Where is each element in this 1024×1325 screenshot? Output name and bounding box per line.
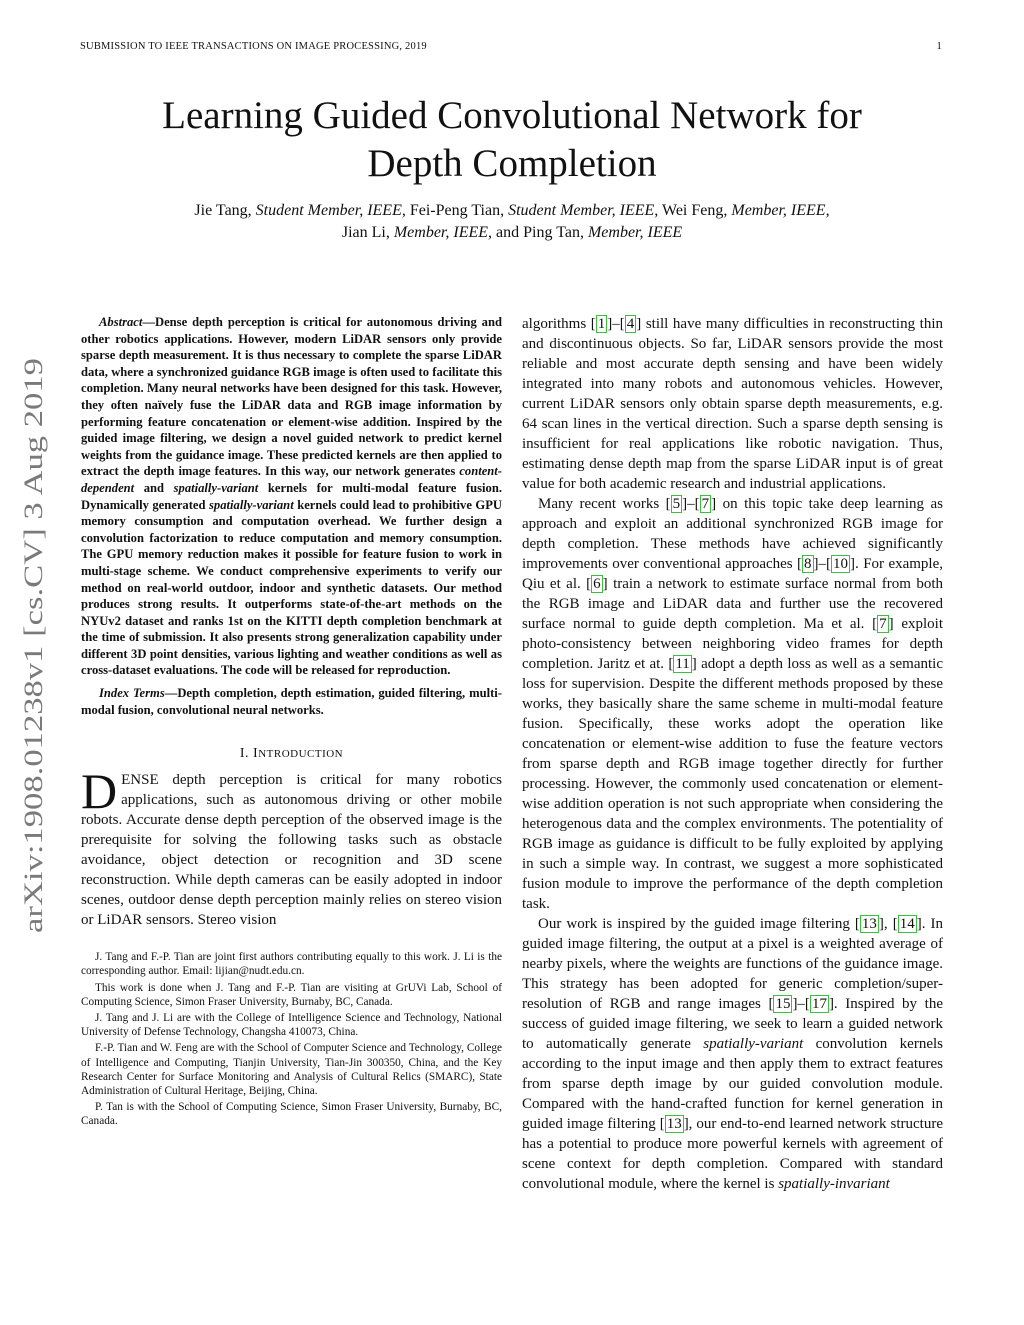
- right-column: [522, 314, 943, 1194]
- title-line-1: Learning Guided Convolutional Network for: [162, 94, 862, 137]
- abstract-label: Abstract: [99, 315, 143, 329]
- journal-header: SUBMISSION TO IEEE TRANSACTIONS ON IMAGE PROCESSING, 2019: [80, 41, 427, 52]
- dropcap-letter: D: [81, 763, 118, 820]
- body-paragraph-2: Many recent works [ 5 ]–[ 7 ] on this topic take deep learning as approach and exploit an additional synchronized RGB image for depth completion. These methods have achieved significantly improvements over conventional approaches [ 8 ]–[ 10 ]. For example, Qiu et al. [ 6 ] train a network to estimate surface normal from both the RGB image and LiDAR data and further use the recovered surface normal to guide depth completion. Ma et al. [ 7 ] exploit photo-consistency between neighboring video frames for depth completion. Jaritz et at. [ 11 ] adopt a depth loss as well as a semantic loss for supervision. Despite the different methods proposed by these works, they basically share the same scheme in multi-modal feature fusion. Specifically, these works adopt the operation like concatenation or element-wise addition to fuse the feature vectors from sparse depth and RGB image together directly for further processing. However, the commonly used concatenation or element-wise addition operation is not such appropriate when considering the heterogenous data and the complex environments. The potentiality of RGB image as guidance is difficult to be fully exploited by applying in such a simple way. In contrast, we suggest a more sophisticated fusion module to improve the performance of the depth completion task.: [522, 496, 944, 912]
- index-terms: [81, 685, 502, 718]
- arxiv-stamp: [12, 355, 52, 935]
- footnote: F.-P. Tian and W. Feng are with the School of Computer Science and Technology, College of Intelligence and Computing, Tianjin University, Tian-Jin 300350, China, and the Key Research Center for Surface Monitoring and Analysis of Cultural Relics (SMARC), State Administration of Cultural Heritage, Beijing, China.: [81, 1042, 502, 1098]
- arxiv-identifier: arXiv:1908.01238v1 [cs.CV] 3 Aug 2019: [18, 492, 48, 933]
- footnote: J. Tang and J. Li are with the College of Intelligence Science and Technology, National University of Defense Technology, Changsha 410073, China.: [81, 1012, 502, 1039]
- authors-line-1: Jie Tang, Student Member, IEEE, Fei-Peng Tian, Student Member, IEEE, Wei Feng, Member, IEEE,: [194, 202, 830, 219]
- section-heading-introduction: [81, 746, 502, 762]
- body-paragraph-3: Our work is inspired by the guided image filtering [ 13 ], [ 14 ]. In guided image filtering, the output at a pixel is a weighted average of nearby pixels, where the weights are functions of the guidance image. This strategy has been adopted for generic completion/super-resolution of RGB and range images [ 15 ]–[ 17 ]. Inspired by the success of guided image filtering, we seek to learn a guided network to automatically generate spatially-variant convolution kernels according to the input image and then apply them to extract features from sparse depth image by our guided convolution module. Compared with the hand-crafted function for kernel generation in guided image filtering [ 13 ], our end-to-end learned network structure has a potential to produce more powerful kernels with agreement of scene context for depth completion. Compared with standard convolutional module, where the kernel is spatially-invariant: [522, 916, 943, 1192]
- abstract: [81, 314, 502, 679]
- abstract-text: —Dense depth perception is critical for autonomous driving and other robotics applications. However, modern LiDAR sensors only provide sparse depth measurement. It is thus necessary to complete the sparse LiDAR data, where a synchronized guidance RGB image is often used to facilitate this completion. Many neural networks have been designed for this task. However, they often naïvely fuse the LiDAR data and RGB image information by performing feature concatenation or element-wise addition. Inspired by the guided image filtering, we design a novel guided network to predict kernel weights from the guidance image. These predicted kernels are then applied to extract the depth image features. In this way, our network generates content-dependent and spatially-variant kernels for multi-modal feature fusion. Dynamically generated spatially-variant kernels could lead to prohibitive GPU memory consumption and computation overhead. We further design a convolution factorization to reduce computation and memory consumption. The GPU memory reduction makes it possible for feature fusion to work in multi-stage scheme. We conduct comprehensive experiments to verify our method on real-world outdoor, indoor and synthetic datasets. Our method produces strong results. It outperforms state-of-the-art methods on the NYUv2 dataset and ranks 1st on the KITTI depth completion benchmark at the time of submission. It also presents strong generalization capability under different 3D point densities, various lighting and weather conditions as well as cross-dataset evaluations. The code will be released for reproduction.: [81, 315, 502, 678]
- intro-paragraph: [81, 763, 502, 930]
- footnote: This work is done when J. Tang and F.-P. Tian are visiting at GrUVi Lab, School of Computing Science, Simon Fraser University, Burnaby, BC, Canada.: [81, 981, 502, 1008]
- author-list: [80, 200, 944, 244]
- body-paragraph-1: algorithms [ 1 ]–[ 4 ] still have many difficulties in reconstructing thin and discontinuous objects. So far, LiDAR sensors provide the most reliable and most accurate depth sensing and have been widely integrated into many robots and autonomous vehicles. However, current LiDAR sensors only obtain sparse depth measurements, e.g. 64 scan lines in the vertical direction. Such a sparse depth sensing is insufficient for real applications like robotic navigation. Thus, estimating dense depth map from the sparse LiDAR input is of great value for both academic research and industrial applications.: [522, 316, 943, 492]
- intro-text: ENSE depth perception is critical for many robotics applications, such as autonomous driving or other mobile robots. Accurate dense depth perception of the observed image is the prerequisite for solving the following tasks such as obstacle avoidance, object detection or recognition and 3D scene reconstruction. While depth cameras can be easily adopted in indoor scenes, outdoor dense depth perception mainly relies on stereo vision or LiDAR sensors. Stereo vision: [81, 772, 502, 929]
- left-column: [81, 314, 502, 1131]
- footnote: P. Tan is with the School of Computing Science, Simon Fraser University, Burnaby, BC, Canada.: [81, 1101, 502, 1128]
- index-terms-text: —Depth completion, depth estimation, guided filtering, multi-modal fusion, convolutional neural networks.: [81, 686, 502, 717]
- title-line-2: Depth Completion: [367, 142, 657, 185]
- section-title: INTRODUCTION: [253, 746, 344, 762]
- paper-title: [80, 92, 944, 188]
- index-terms-label: Index Terms: [99, 686, 165, 701]
- running-head: [80, 41, 942, 55]
- section-number: I.: [239, 746, 250, 762]
- page-number: 1: [936, 41, 942, 52]
- footnote: J. Tang and F.-P. Tian are joint first authors contributing equally to this work. J. Li is the corresponding author. Email: lijian@nudt.edu.cn.: [81, 951, 502, 978]
- footnotes: [81, 950, 502, 1128]
- authors-line-2: Jian Li, Member, IEEE, and Ping Tan, Member, IEEE: [341, 224, 683, 241]
